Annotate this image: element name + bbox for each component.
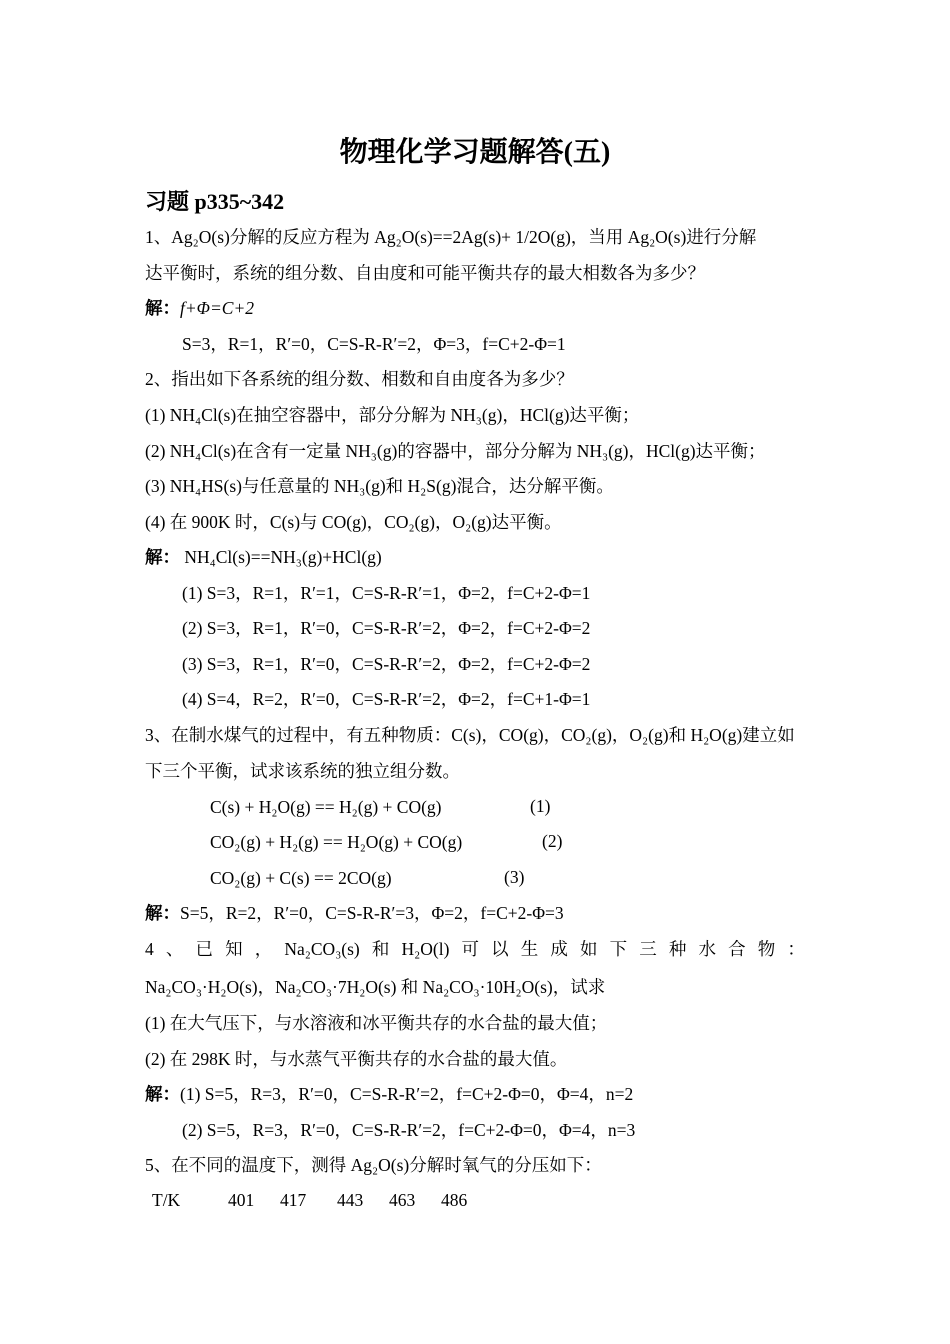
answer-1-formula: f+Φ=C+2 [180, 298, 255, 318]
question-1-line-2: 达平衡时，系统的组分数、自由度和可能平衡共存的最大相数各为多少？ [145, 263, 705, 283]
question-4-token: ： [787, 939, 805, 959]
answer-4-line-1 [145, 1083, 633, 1105]
answer-4-item-1: (1) S=5，R=3，R′=0，C=S-R-R′=2，f=C+2-Φ=0，Φ=4，n=2 [180, 1084, 634, 1104]
question-4-token: 以 [491, 939, 509, 959]
table-cell: 486 [441, 1190, 468, 1210]
question-4-token: 已 [195, 939, 213, 959]
question-4-token: 如 [580, 939, 598, 959]
question-4-token: 4 [145, 939, 154, 959]
question-2-intro: 2、指出如下各系统的组分数、相数和自由度各为多少？ [145, 369, 574, 389]
question-3-line-2: 下三个平衡，试求该系统的独立组分数。 [145, 761, 460, 781]
question-4-item-1: (1) 在大气压下，与水溶液和冰平衡共存的水合盐的最大值； [145, 1013, 608, 1033]
question-2-item-3: (3) NH₄HS(s)与任意量的 NH₃(g)和 H₂S(g)混合，达分解平衡。 [145, 476, 614, 496]
answer-2-line-1 [145, 546, 382, 568]
answer-2-equation: NH₄Cl(s)==NH₃(g)+HCl(g) [184, 547, 382, 567]
question-2-item-1: (1) NH₄Cl(s)在抽空容器中，部分分解为 NH₃(g)，HCl(g)达平衡； [145, 405, 640, 425]
question-4-token: 生 [520, 939, 539, 959]
answer-1-line-2: S=3，R=1，R′=0，C=S-R-R′=2，Φ=3，f=C+2-Φ=1 [182, 334, 566, 354]
question-4-token: 和 [371, 939, 390, 959]
question-4-token: 可 [461, 939, 480, 959]
reaction-number-3: (3) [504, 867, 525, 887]
answer-label: 解： [145, 298, 180, 318]
answer-3 [145, 902, 564, 924]
question-4-token: 水 [698, 939, 717, 959]
question-1-line-1: 1、Ag₂O(s)分解的反应方程为 Ag₂O(s)==2Ag(s)+ 1/2O(g)，当用 Ag₂O(s)进行分解 [145, 227, 757, 247]
answer-4-item-2: (2) S=5，R=3，R′=0，C=S-R-R′=2，f=C+2-Φ=0，Φ=4，n=3 [182, 1120, 636, 1140]
table-header-cell: T/K [152, 1190, 181, 1210]
reaction-number-2: (2) [542, 831, 563, 851]
question-4-token: 成 [550, 939, 568, 959]
question-4-token: 种 [668, 939, 687, 959]
question-4-item-2: (2) 在 298K 时，与水蒸气平衡共存的水合盐的最大值。 [145, 1049, 568, 1069]
question-4-token: H₂O(l) [401, 939, 450, 959]
question-4-token: 合 [728, 939, 746, 959]
question-4-token: 下 [609, 939, 628, 959]
answer-3-text: S=5，R=2，R′=0，C=S-R-R′=3，Φ=2，f=C+2-Φ=3 [180, 903, 564, 923]
answer-label: 解： [145, 547, 180, 567]
question-4-token: 物 [757, 939, 776, 959]
table-cell: 463 [389, 1190, 416, 1210]
answer-1-line-1 [145, 297, 254, 319]
question-4-token: Na₂CO₃(s) [284, 939, 360, 959]
question-4-token: 三 [639, 939, 657, 959]
reaction-equation-3: CO₂(g) + C(s) == 2CO(g) [210, 868, 392, 888]
question-4-line-2: Na₂CO₃·H₂O(s)，Na₂CO₃·7H₂O(s) 和 Na₂CO₃·10H₂O(s)，试求 [145, 977, 606, 997]
reaction-number-1: (1) [530, 796, 551, 816]
answer-2-item-4: (4) S=4，R=2，R′=0，C=S-R-R′=2，Φ=2，f=C+1-Φ=1 [182, 689, 591, 709]
answer-label: 解： [145, 1084, 180, 1104]
answer-2-item-1: (1) S=3，R=1，R′=1，C=S-R-R′=1，Φ=2，f=C+2-Φ=1 [182, 583, 591, 603]
question-4-token: ， [254, 939, 273, 959]
answer-label: 解： [145, 903, 180, 923]
section-heading: 习题 p335~342 [145, 189, 285, 214]
question-3-line-1: 3、在制水煤气的过程中，有五种物质：C(s)，CO(g)，CO₂(g)，O₂(g)和 H₂O(g)建立如 [145, 725, 795, 745]
page-title: 物理化学习题解答(五) [339, 137, 611, 168]
answer-2-item-3: (3) S=3，R=1，R′=0，C=S-R-R′=2，Φ=2，f=C+2-Φ=2 [182, 654, 591, 674]
table-cell: 401 [228, 1190, 255, 1210]
reaction-equation-2: CO₂(g) + H₂(g) == H₂O(g) + CO(g) [210, 832, 463, 852]
reaction-equation-1: C(s) + H₂O(g) == H₂(g) + CO(g) [210, 797, 442, 817]
table-cell: 443 [337, 1190, 364, 1210]
question-4-line-1 [145, 938, 805, 960]
question-2-item-4: (4) 在 900K 时，C(s)与 CO(g)，CO₂(g)，O₂(g)达平衡。 [145, 512, 562, 532]
question-4-token: 知 [225, 939, 243, 959]
answer-2-item-2: (2) S=3，R=1，R′=0，C=S-R-R′=2，Φ=2，f=C+2-Φ=2 [182, 618, 591, 638]
question-5-line-1: 5、在不同的温度下，测得 Ag₂O(s)分解时氧气的分压如下： [145, 1155, 602, 1175]
question-2-item-2: (2) NH₄Cl(s)在含有一定量 NH₃(g)的容器中，部分分解为 NH₃(g)，HCl(g)达平衡； [145, 441, 766, 461]
table-cell: 417 [280, 1190, 307, 1210]
question-4-token: 、 [165, 939, 184, 959]
